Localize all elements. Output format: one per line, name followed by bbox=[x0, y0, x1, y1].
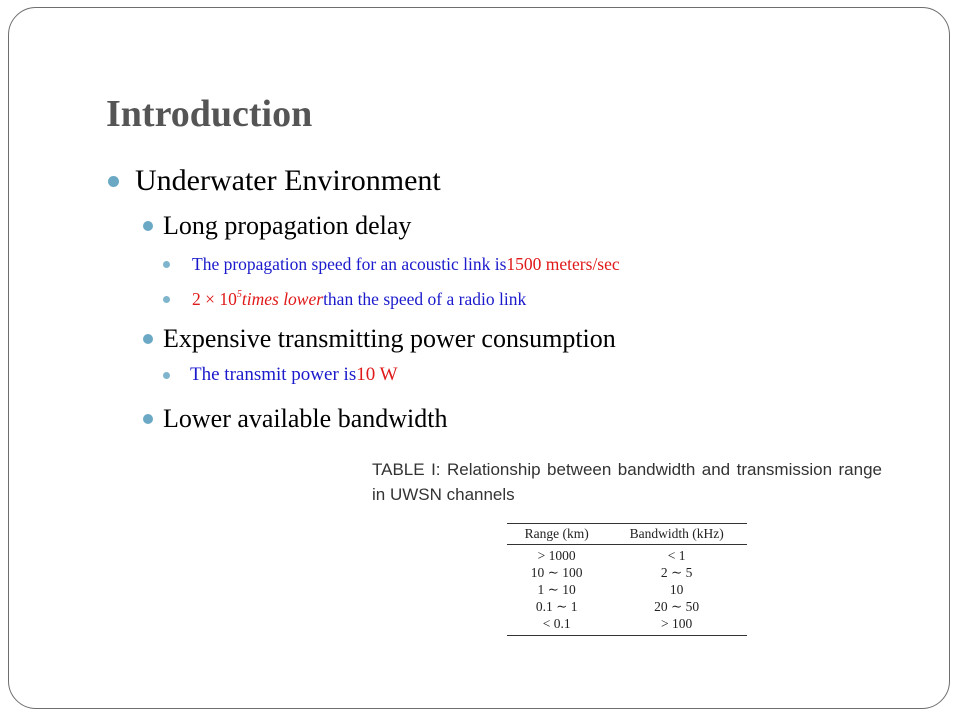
bullet-dot-icon bbox=[143, 221, 153, 231]
bullet-long-propagation-delay bbox=[143, 209, 411, 243]
ratio-emphasis: times lower bbox=[241, 288, 324, 309]
power-text: The transmit power is bbox=[190, 364, 357, 385]
bullet-dot-icon bbox=[163, 296, 170, 303]
ratio-exponent: 5 bbox=[236, 288, 242, 300]
cell-range: < 0.1 bbox=[542, 616, 571, 631]
cell-range: 0.1 ∼ 1 bbox=[535, 599, 578, 614]
bullet-expensive-power bbox=[143, 322, 616, 356]
bullet-text: Lower available bandwidth bbox=[163, 404, 448, 433]
table-row bbox=[507, 598, 747, 615]
table-row bbox=[507, 545, 747, 565]
power-value: 10 W bbox=[356, 364, 398, 385]
speed-value: 1500 meters/sec bbox=[506, 253, 620, 274]
ratio-factor: $2 \times 10^5$ bbox=[192, 288, 242, 309]
table-row bbox=[507, 581, 747, 598]
speed-text: The propagation speed for an acoustic link is bbox=[192, 253, 507, 274]
bullet-transmit-power bbox=[163, 362, 398, 388]
bullet-lower-bandwidth bbox=[143, 402, 447, 436]
cell-range: 10 ∼ 100 bbox=[530, 565, 583, 580]
table-caption: TABLE I: Relationship between bandwidth and transmission range in UWSN channels bbox=[372, 460, 882, 504]
bullet-text: Underwater Environment bbox=[135, 164, 441, 197]
bullet-dot-icon bbox=[143, 414, 153, 424]
table-header-row bbox=[507, 524, 747, 545]
bullet-underwater-environment bbox=[108, 163, 441, 199]
cell-bandwidth: 20 ∼ 50 bbox=[654, 599, 700, 614]
bullet-dot-icon bbox=[163, 261, 170, 268]
cell-range: 1 ∼ 10 bbox=[537, 582, 576, 597]
cell-bandwidth: > 100 bbox=[661, 616, 693, 631]
cell-bandwidth: < 1 bbox=[667, 548, 686, 563]
cell-bandwidth: 2 ∼ 5 bbox=[660, 565, 693, 580]
header-bandwidth: Bandwidth (kHz) bbox=[606, 524, 747, 545]
cell-range: > 1000 bbox=[537, 548, 576, 563]
bullet-speed-ratio bbox=[163, 286, 526, 312]
bullet-dot-icon bbox=[108, 176, 119, 187]
cell-bandwidth: 10 bbox=[669, 582, 684, 597]
bullet-dot-icon bbox=[143, 334, 153, 344]
header-range: Range (km) bbox=[507, 524, 606, 545]
bullet-dot-icon bbox=[163, 372, 170, 379]
slide-title: Introduction bbox=[106, 93, 313, 135]
table-row bbox=[507, 615, 747, 636]
table-row bbox=[507, 564, 747, 581]
bullet-propagation-speed bbox=[163, 251, 620, 277]
bullet-text: Expensive transmitting power consumption bbox=[163, 324, 616, 353]
bandwidth-range-table bbox=[507, 523, 747, 636]
ratio-rest: than the speed of a radio link bbox=[323, 288, 527, 309]
bullet-text: Long propagation delay bbox=[163, 211, 412, 240]
